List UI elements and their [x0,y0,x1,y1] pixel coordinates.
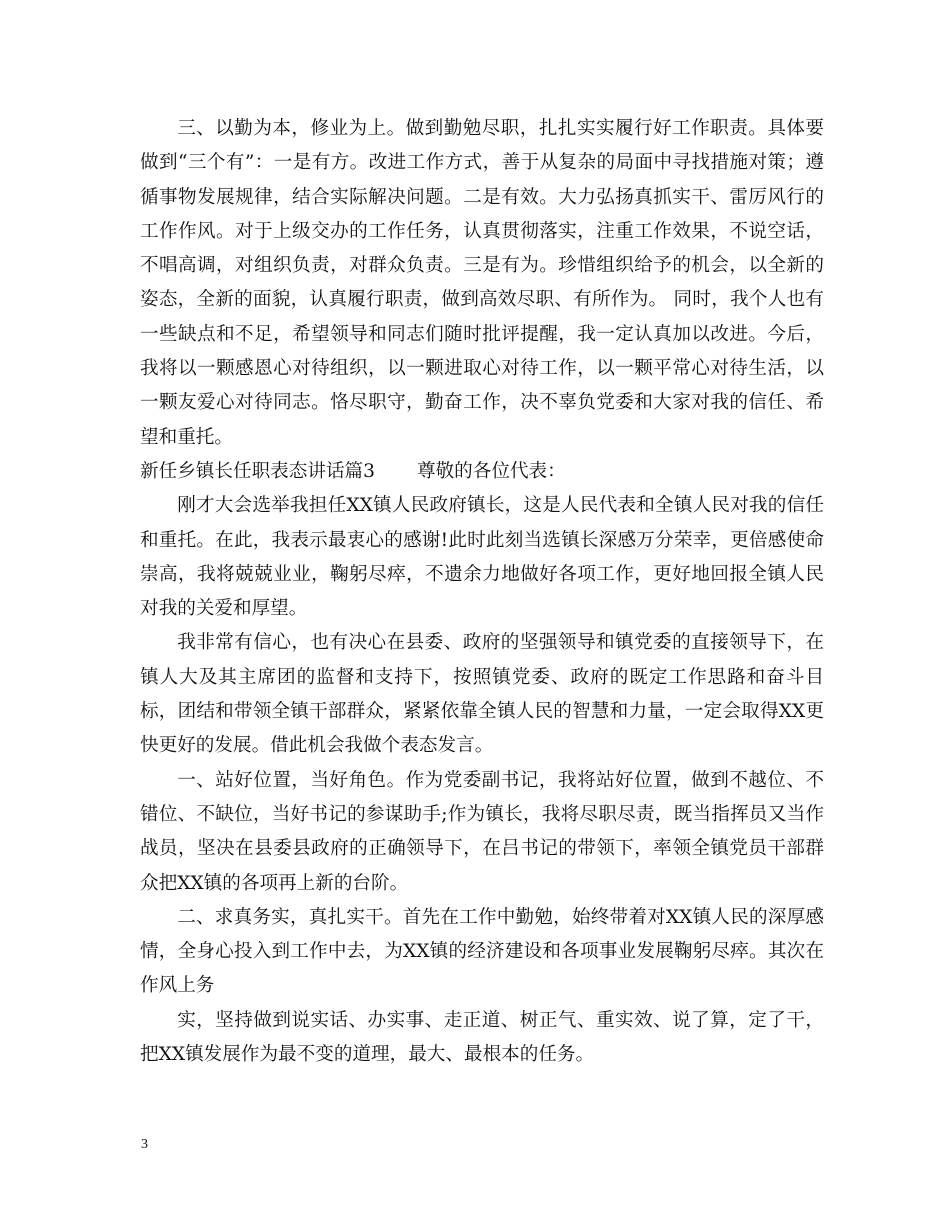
paragraph-section-one: 一、站好位置，当好角色。作为党委副书记，我将站好位置，做到不越位、不错位、不缺位，当好书记的参谋助手;作为镇长，我将尽职尽责，既当指挥员又当作战员，坚决在县委县政府的正确领导下，在吕书记的带领下，率领全镇党员干部群众把XX镇的各项再上新的台阶。 [140,769,824,894]
paragraph-section-two: 二、求真务实，真扎实干。首先在工作中勤勉，始终带着对XX镇人民的深厚感情，全身心投入到工作中去，为XX镇的经济建设和各项事业发展鞠躬尽瘁。其次在作风上务 [140,906,824,997]
speech-heading [140,455,824,489]
paragraph-election: 刚才大会选举我担任XX镇人民政府镇长，这是人民代表和全镇人民对我的信任和重托。在此，我表示最衷心的感谢!此时此刻当选镇长深感万分荣幸，更倍感使命崇高，我将兢兢业业，鞠躬尽瘁，不遗余力地做好各项工作，更好地回报全镇人民对我的关爱和厚望。 [140,495,824,620]
page-number: 3 [141,1137,148,1152]
paragraph-section-two-continued: 实，坚持做到说实话、办实事、走正道、树正气、重实效、说了算，定了干，把XX镇发展作为最不变的道理，最大、最根本的任务。 [140,1009,824,1066]
document-body [140,112,824,1072]
paragraph-section-three: 三、以勤为本，修业为上。做到勤勉尽职，扎扎实实履行好工作职责。具体要做到“三个有”：一是有方。改进工作方式，善于从复杂的局面中寻找措施对策；遵循事物发展规律，结合实际解决问题。二是有效。大力弘扬真抓实干、雷厉风行的工作作风。对于上级交办的工作任务，认真贯彻落实，注重工作效果，不说空话，不唱高调，对组织负责，对群众负责。三是有为。珍惜组织给予的机会，以全新的姿态，全新的面貌，认真履行职责，做到高效尽职、有所作为。 同时，我个人也有一些缺点和不足，希望领导和同志们随时批评提醒，我一定认真加以改进。今后，我将以一颗感恩心对待组织，以一颗进取心对待工作，以一颗平常心对待生活，以一颗友爱心对待同志。恪尽职守，勤奋工作，决不辜负党委和大家对我的信任、希望和重托。 [140,118,824,448]
speech-title: 新任乡镇长任职表态讲话篇3 [140,460,375,482]
speech-salutation: 尊敬的各位代表： [416,460,566,482]
paragraph-confidence: 我非常有信心，也有决心在县委、政府的坚强领导和镇党委的直接领导下，在镇人大及其主席团的监督和支持下，按照镇党委、政府的既定工作思路和奋斗目标，团结和带领全镇干部群众，紧紧依靠全镇人民的智慧和力量，一定会取得XX更快更好的发展。借此机会我做个表态发言。 [140,632,824,757]
